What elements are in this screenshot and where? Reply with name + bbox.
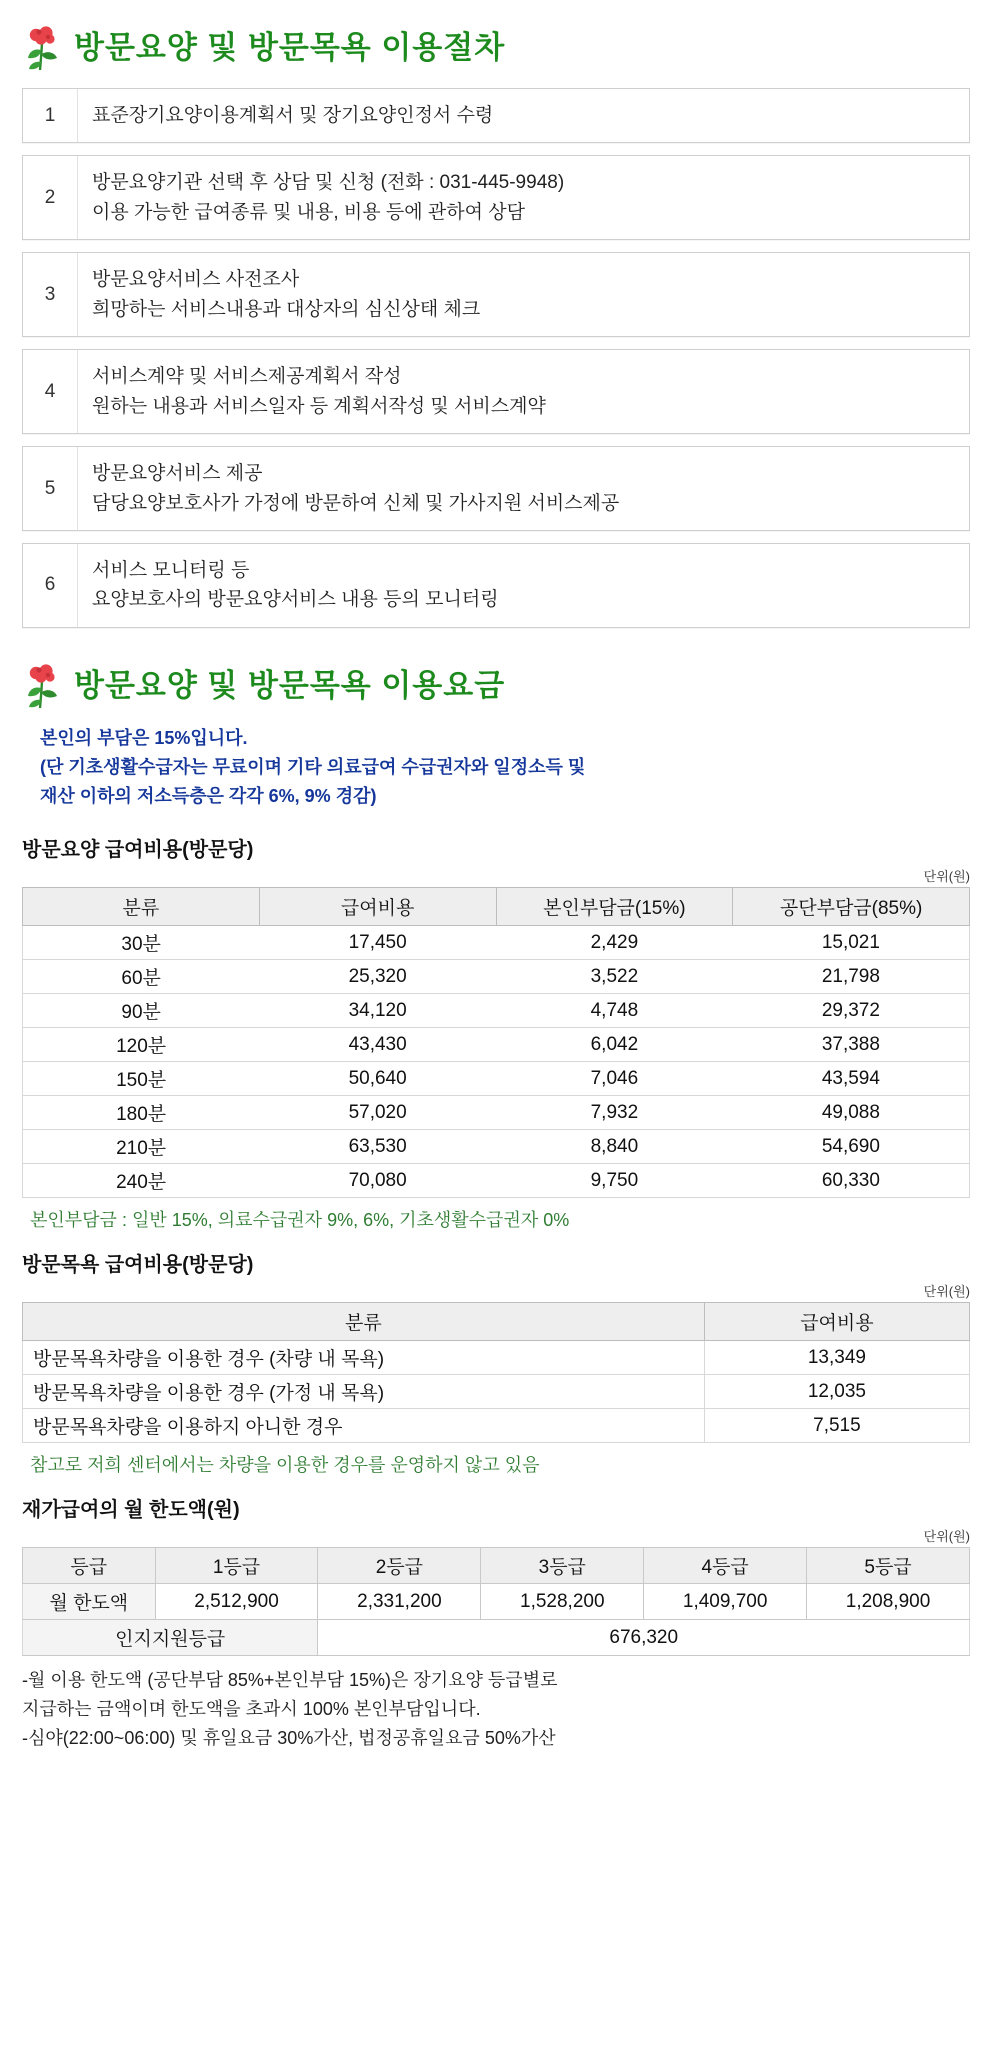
cell: 2,512,900	[155, 1584, 318, 1620]
care-fee-caption: 방문요양 급여비용(방문당)	[22, 839, 254, 862]
cell: 1,528,200	[481, 1584, 644, 1620]
page-title: 방문요양 및 방문목욕 이용절차	[74, 29, 506, 65]
cell: 2,331,200	[318, 1584, 481, 1620]
cell: 90분	[23, 994, 260, 1028]
cell: 방문목욕차량을 이용한 경우 (가정 내 목욕)	[23, 1375, 705, 1409]
footnote-line: 지급하는 금액이며 한도액을 초과시 100% 본인부담입니다.	[22, 1699, 481, 1720]
column-header: 4등급	[644, 1548, 807, 1584]
cell: 21,798	[733, 960, 970, 994]
cell: 60,330	[733, 1164, 970, 1198]
table-row	[23, 960, 970, 994]
list-item	[22, 88, 970, 143]
list-item	[22, 349, 970, 434]
cell: 12,035	[704, 1375, 969, 1409]
step-number: 4	[23, 350, 78, 433]
step-line: 담당요양보호사가 가정에 방문하여 신체 및 가사지원 서비스제공	[92, 492, 620, 514]
table-header-row	[23, 1548, 970, 1584]
cell: 37,388	[733, 1028, 970, 1062]
fees-section-header	[22, 662, 970, 710]
step-line: 방문요양서비스 제공	[92, 463, 263, 485]
table-row	[23, 1341, 970, 1375]
bath-fee-note: 참고로 저희 센터에서는 차량을 이용한 경우를 운영하지 않고 있음	[30, 1455, 540, 1476]
step-number: 1	[23, 89, 78, 142]
cell: 4,748	[496, 994, 733, 1028]
table-row	[23, 1375, 970, 1409]
list-item	[22, 252, 970, 337]
cell: 43,430	[259, 1028, 496, 1062]
table-row	[23, 1096, 970, 1130]
carnation-flower-icon	[22, 662, 64, 710]
step-line: 원하는 내용과 서비스일자 등 계획서작성 및 서비스계약	[92, 395, 546, 417]
cell: 15,021	[733, 926, 970, 960]
column-header: 5등급	[807, 1548, 970, 1584]
table-row	[23, 1164, 970, 1198]
cell: 50,640	[259, 1062, 496, 1096]
limit-caption: 재가급여의 월 한도액(원)	[22, 1499, 240, 1522]
step-number: 6	[23, 544, 78, 627]
step-line: 표준장기요양이용계획서 및 장기요양인정서 수령	[92, 105, 494, 126]
step-line: 서비스 모니터링 등	[92, 559, 250, 581]
table-header-row	[23, 1303, 970, 1341]
column-header: 분류	[23, 888, 260, 926]
footnote-line: -월 이용 한도액 (공단부담 85%+본인부담 15%)은 장기요양 등급별로	[22, 1670, 558, 1691]
step-line: 방문요양서비스 사전조사	[92, 269, 300, 291]
step-number: 5	[23, 447, 78, 530]
cell: 240분	[23, 1164, 260, 1198]
table-row	[23, 1584, 970, 1620]
table-row	[23, 926, 970, 960]
column-header: 등급	[23, 1548, 156, 1584]
row-header: 인지지원등급	[23, 1620, 318, 1656]
table-row	[23, 994, 970, 1028]
column-header: 2등급	[318, 1548, 481, 1584]
step-line: 요양보호사의 방문요양서비스 내용 등의 모니터링	[92, 589, 499, 611]
column-header: 급여비용	[704, 1303, 969, 1341]
cell: 9,750	[496, 1164, 733, 1198]
list-item	[22, 446, 970, 531]
cell: 13,349	[704, 1341, 969, 1375]
table-row	[23, 1409, 970, 1443]
cell: 7,046	[496, 1062, 733, 1096]
bath-fee-table-block	[22, 1248, 970, 1477]
step-line: 서비스계약 및 서비스제공계획서 작성	[92, 366, 402, 388]
cell: 180분	[23, 1096, 260, 1130]
cell: 34,120	[259, 994, 496, 1028]
carnation-flower-icon	[22, 24, 64, 72]
cell: 17,450	[259, 926, 496, 960]
step-text	[78, 156, 578, 239]
cell: 방문목욕차량을 이용하지 아니한 경우	[23, 1409, 705, 1443]
care-fee-table	[22, 887, 970, 1198]
column-header: 1등급	[155, 1548, 318, 1584]
fee-notice-line: 재산 이하의 저소득층은 각각 6%, 9% 경감)	[40, 786, 377, 807]
care-fee-note: 본인부담금 : 일반 15%, 의료수급권자 9%, 6%, 기초생활수급권자 0%	[30, 1210, 570, 1231]
list-item	[22, 155, 970, 240]
cell: 60분	[23, 960, 260, 994]
step-text	[78, 253, 494, 336]
cell: 2,429	[496, 926, 733, 960]
cell: 3,522	[496, 960, 733, 994]
step-text	[78, 89, 507, 142]
column-header: 분류	[23, 1303, 705, 1341]
list-item	[22, 543, 970, 628]
cell: 63,530	[259, 1130, 496, 1164]
step-line: 희망하는 서비스내용과 대상자의 심신상태 체크	[92, 298, 481, 320]
cell: 54,690	[733, 1130, 970, 1164]
cell: 150분	[23, 1062, 260, 1096]
table-row	[23, 1028, 970, 1062]
limit-unit: 단위(원)	[923, 1529, 970, 1545]
cell: 30분	[23, 926, 260, 960]
limit-footnotes	[22, 1666, 970, 1752]
step-number: 3	[23, 253, 78, 336]
step-number: 2	[23, 156, 78, 239]
cell: 1,208,900	[807, 1584, 970, 1620]
table-header-row	[23, 888, 970, 926]
cell: 120분	[23, 1028, 260, 1062]
cell: 43,594	[733, 1062, 970, 1096]
cell: 25,320	[259, 960, 496, 994]
column-header: 공단부담금(85%)	[733, 888, 970, 926]
care-fee-table-block	[22, 833, 970, 1232]
fee-notice-line: 본인의 부담은 15%입니다.	[40, 727, 248, 748]
cell: 676,320	[318, 1620, 970, 1656]
row-header: 월 한도액	[23, 1584, 156, 1620]
table-row	[23, 1620, 970, 1656]
step-text	[78, 350, 560, 433]
column-header: 급여비용	[259, 888, 496, 926]
cell: 70,080	[259, 1164, 496, 1198]
procedure-list	[22, 88, 970, 628]
procedure-section-header	[22, 24, 970, 72]
bath-fee-caption: 방문목욕 급여비용(방문당)	[22, 1254, 254, 1277]
table-row	[23, 1062, 970, 1096]
fee-notice-line: (단 기초생활수급자는 무료이며 기타 의료급여 수급권자와 일정소득 및	[40, 756, 586, 777]
cell: 7,932	[496, 1096, 733, 1130]
cell: 7,515	[704, 1409, 969, 1443]
bath-fee-table	[22, 1302, 970, 1443]
limit-table-block	[22, 1493, 970, 1656]
fee-notice	[40, 724, 970, 811]
cell: 6,042	[496, 1028, 733, 1062]
step-text	[78, 544, 513, 627]
cell: 29,372	[733, 994, 970, 1028]
footnote-line: -심야(22:00~06:00) 및 휴일요금 30%가산, 법정공휴일요금 50%가산	[22, 1727, 556, 1748]
cell: 8,840	[496, 1130, 733, 1164]
limit-table	[22, 1547, 970, 1656]
table-row	[23, 1130, 970, 1164]
cell: 49,088	[733, 1096, 970, 1130]
step-line: 이용 가능한 급여종류 및 내용, 비용 등에 관하여 상담	[92, 201, 525, 223]
step-text	[78, 447, 633, 530]
column-header: 본인부담금(15%)	[496, 888, 733, 926]
column-header: 3등급	[481, 1548, 644, 1584]
cell: 방문목욕차량을 이용한 경우 (차량 내 목욕)	[23, 1341, 705, 1375]
cell: 1,409,700	[644, 1584, 807, 1620]
fees-title: 방문요양 및 방문목욕 이용요금	[74, 667, 506, 703]
bath-fee-unit: 단위(원)	[923, 1284, 970, 1300]
cell: 210분	[23, 1130, 260, 1164]
care-fee-unit: 단위(원)	[923, 869, 970, 885]
cell: 57,020	[259, 1096, 496, 1130]
step-line: 방문요양기관 선택 후 상담 및 신청 (전화 : 031-445-9948)	[92, 172, 565, 194]
